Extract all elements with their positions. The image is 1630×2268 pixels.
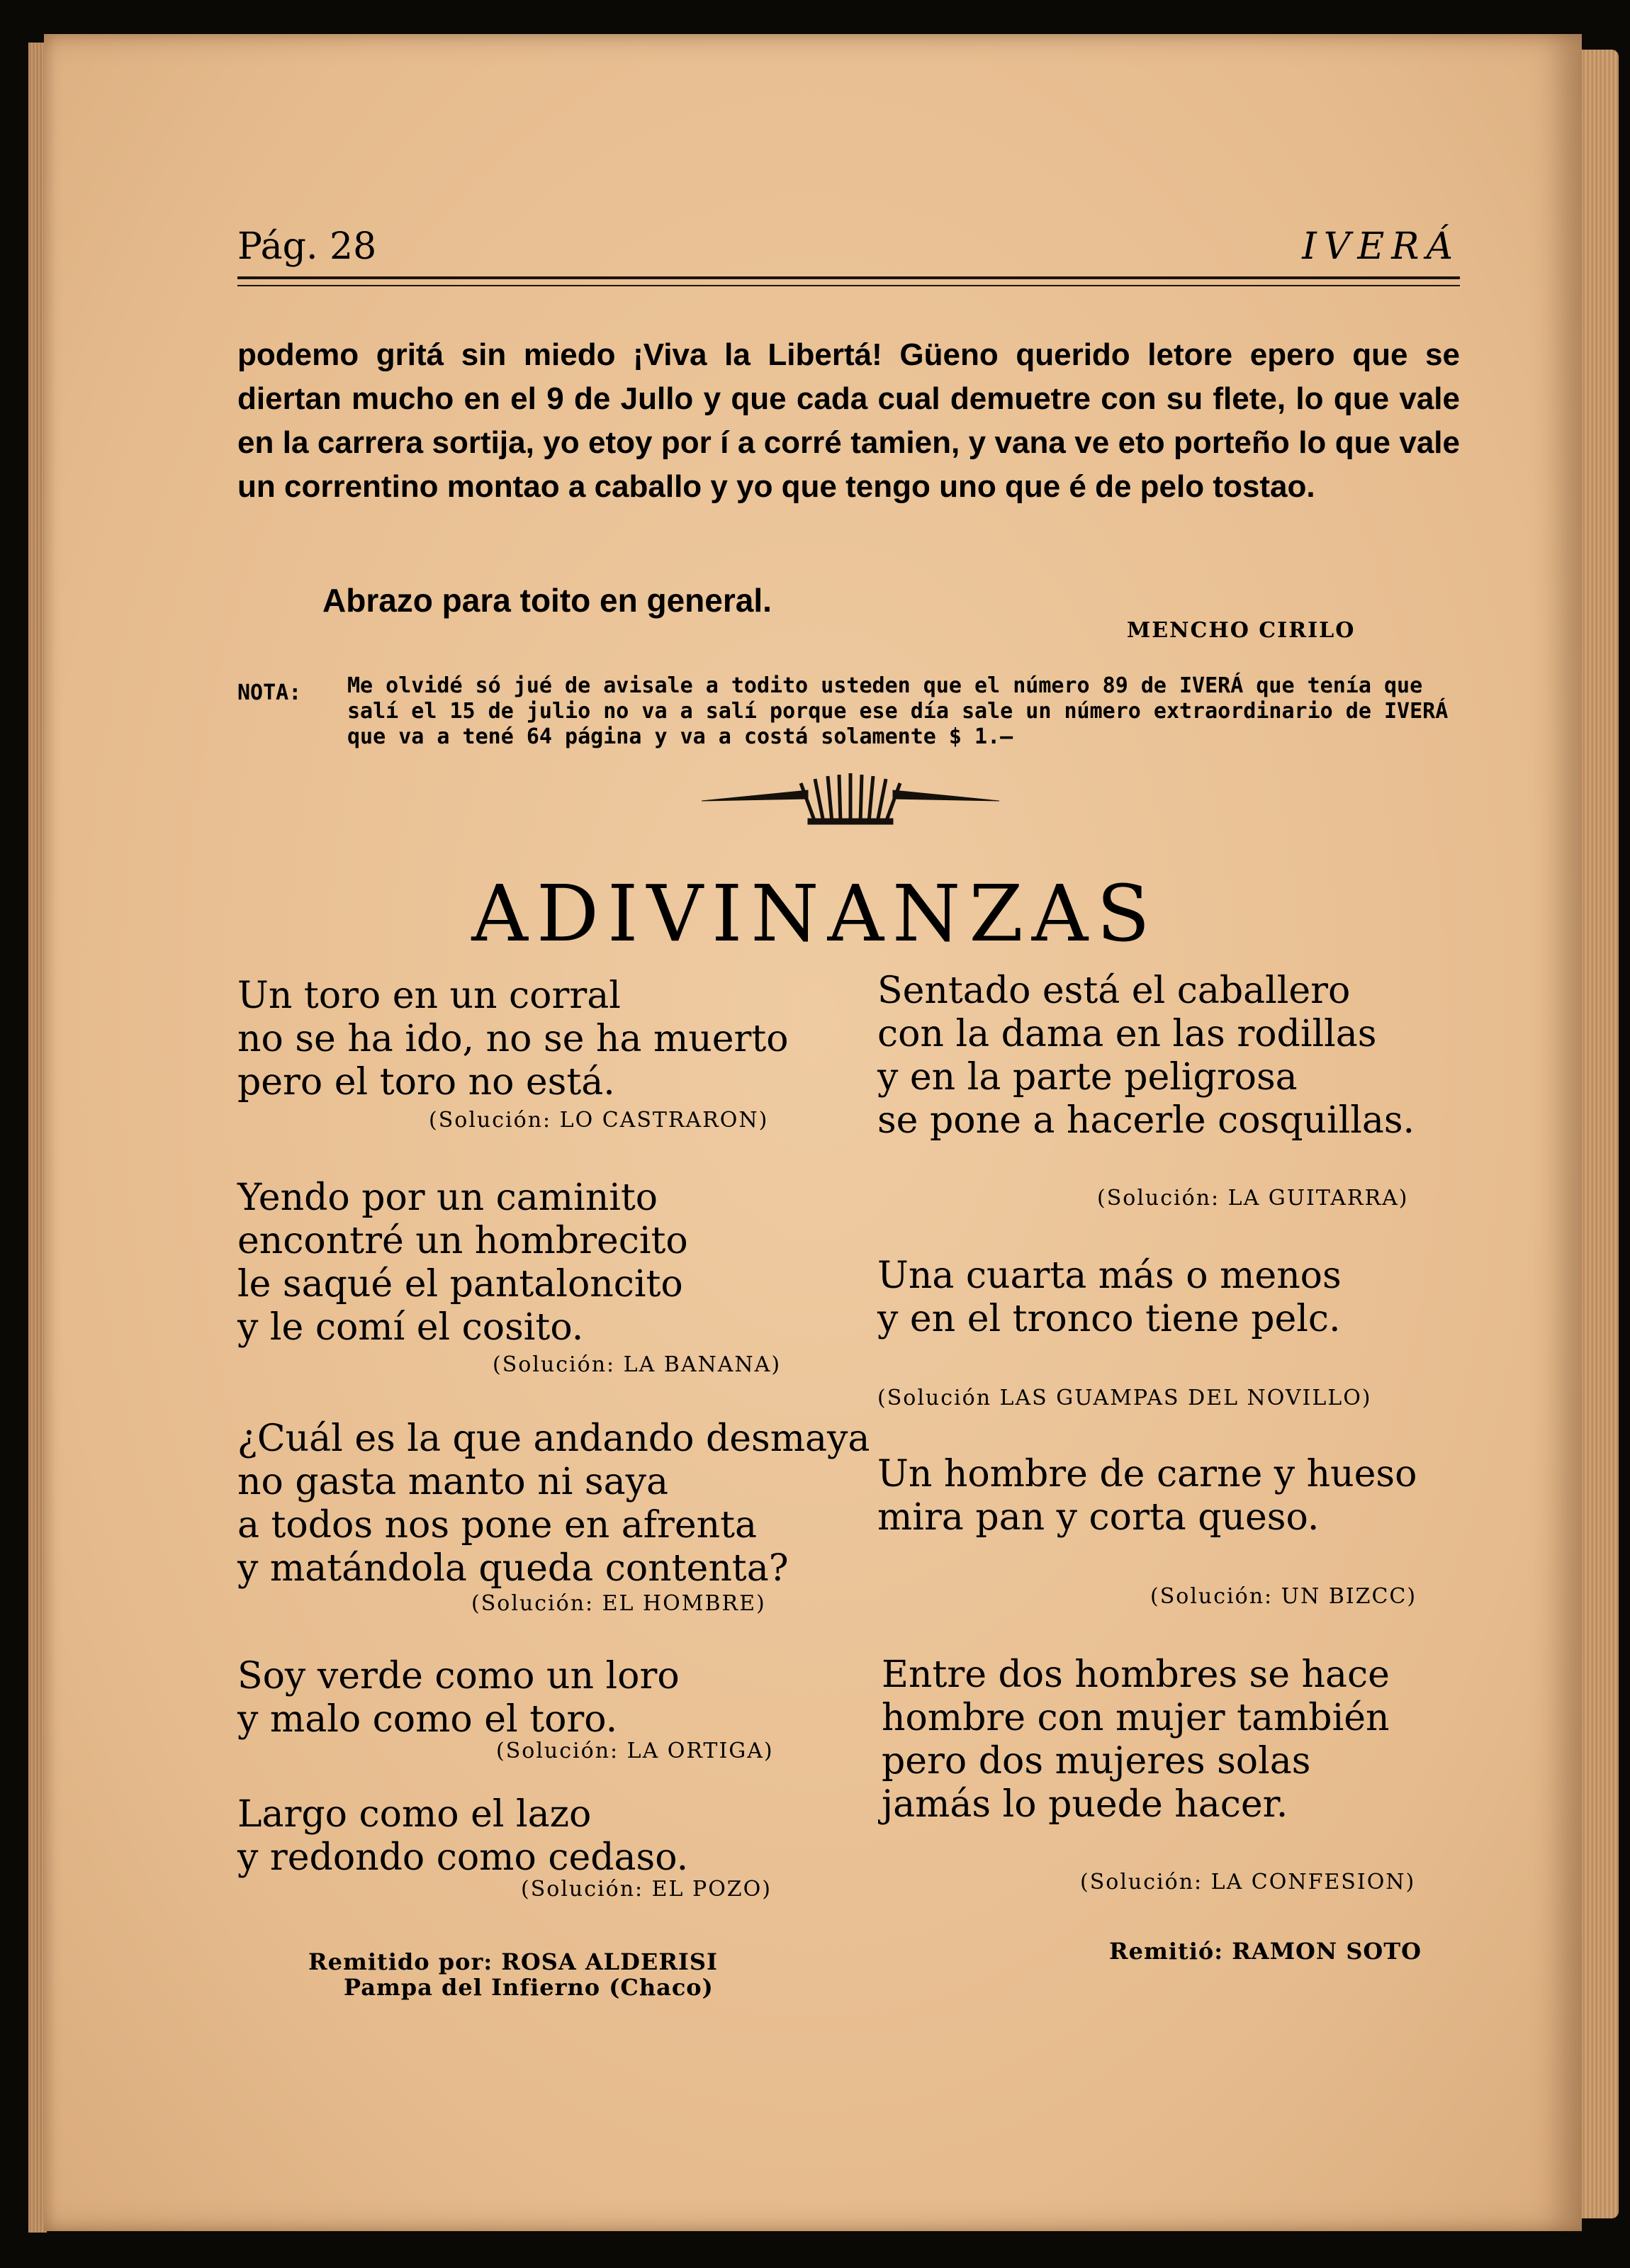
riddle-line: con la dama en las rodillas xyxy=(877,1013,1377,1055)
note-label: NOTA: xyxy=(237,680,302,705)
riddle-left-4 xyxy=(237,1655,774,1763)
riddle-line: jamás lo puede hacer. xyxy=(882,1783,1288,1826)
riddle-line: Soy verde como un loro xyxy=(237,1655,680,1697)
left-remitted xyxy=(308,1949,718,2000)
riddle-line: Largo como el lazo xyxy=(237,1793,592,1836)
riddle-line: Yendo por un caminito xyxy=(237,1177,658,1219)
riddle-right-1 xyxy=(877,970,1415,1211)
riddle-solution: (Solución: LA CONFESION) xyxy=(1080,1870,1416,1894)
riddle-left-2 xyxy=(237,1177,782,1377)
riddle-line: Una cuarta más o menos xyxy=(877,1254,1342,1297)
ornament-divider xyxy=(702,769,999,833)
page-edge-right xyxy=(1582,50,1619,2218)
riddle-line: pero dos mujeres solas xyxy=(882,1740,1311,1783)
riddle-line: Sentado está el caballero xyxy=(877,970,1351,1012)
riddle-solution: (Solución: EL POZO) xyxy=(521,1877,772,1902)
riddle-solution: (Solución LAS GUAMPAS DEL NOVILLO) xyxy=(877,1386,1372,1410)
remitted-label: Remitido por: xyxy=(308,1948,493,1975)
header-rule xyxy=(237,276,1460,279)
riddle-line: no se ha ido, no se ha muerto xyxy=(237,1018,789,1060)
right-remitted xyxy=(1109,1938,1422,1964)
riddle-line: hombre con mujer también xyxy=(882,1697,1390,1739)
letter-signature: MENCHO CIRILO xyxy=(1127,618,1356,643)
riddle-line: se pone a hacerle cosquillas. xyxy=(877,1099,1415,1142)
riddle-line: a todos nos pone en afrenta xyxy=(237,1504,758,1546)
riddle-line: le saqué el pantaloncito xyxy=(237,1263,683,1306)
magazine-title: IVERÁ xyxy=(1302,225,1460,268)
riddle-line: Entre dos hombres se hace xyxy=(882,1654,1390,1696)
page-header xyxy=(191,225,1460,268)
riddle-solution: (Solución: LA BANANA) xyxy=(493,1352,782,1377)
riddle-line: y redondo como cedaso. xyxy=(237,1836,689,1879)
remitted-name: RAMON SOTO xyxy=(1232,1938,1422,1965)
riddle-line: y en la parte peligrosa xyxy=(877,1056,1298,1099)
riddle-solution: (Solución: LA GUITARRA) xyxy=(1097,1186,1409,1211)
riddle-right-3 xyxy=(877,1453,1417,1609)
riddle-line: no gasta manto ni saya xyxy=(237,1461,668,1503)
riddle-solution: (Solución: UN BIZCC) xyxy=(1150,1584,1417,1609)
note-text: Me olvidé só jué de avisale a todito usteden que el número 89 de IVERÁ que tenía que salí el 15 de julio no va a salí porque ese día sale un número extraordinario de IVERÁ que va a tené 64 página y va a costá solamente $ 1.— xyxy=(347,673,1449,749)
riddle-line: Un hombre de carne y hueso xyxy=(877,1453,1417,1495)
riddle-line: Un toro en un corral xyxy=(237,975,621,1017)
riddle-right-4 xyxy=(882,1654,1416,1894)
letter-paragraph: podemo gritá sin miedo ¡Viva la Libertá! Güeno querido letore epero que se diertan mucho en el 9 de Jullo y que cada cual demuetre con su flete, lo que vale en la carrera sortija, yo etoy por í a corré tamien, y vana ve eto porteño lo que vale un correntino montao a caballo y yo que tengo uno que é de pelo tostao. xyxy=(237,337,1460,504)
riddle-left-5 xyxy=(237,1793,772,1902)
remitted-place: Pampa del Infierno (Chaco) xyxy=(344,1974,714,2001)
riddle-line: y le comí el cosito. xyxy=(237,1306,584,1349)
riddle-line: y matándola queda contenta? xyxy=(237,1547,789,1590)
riddle-solution: (Solución: LO CASTRARON) xyxy=(429,1108,769,1133)
section-title: ADIVINANZAS xyxy=(471,868,1159,959)
riddle-line: mira pan y corta queso. xyxy=(877,1496,1320,1539)
riddle-line: pero el toro no está. xyxy=(237,1061,615,1104)
remitted-name: ROSA ALDERISI xyxy=(501,1948,718,1975)
riddle-left-3 xyxy=(237,1418,870,1616)
header-rule-thin xyxy=(237,285,1460,286)
page-number: Pág. 28 xyxy=(237,225,377,268)
riddle-line: encontré un hombrecito xyxy=(237,1220,688,1262)
remitted-label: Remitió: xyxy=(1109,1938,1224,1965)
riddle-line: y en el tronco tiene pelc. xyxy=(877,1298,1341,1340)
riddle-solution: (Solución: EL HOMBRE) xyxy=(471,1591,766,1616)
riddle-right-2 xyxy=(877,1254,1372,1410)
riddle-left-1 xyxy=(237,975,789,1133)
letter-closing: Abrazo para toito en general. xyxy=(322,582,772,619)
riddle-line: ¿Cuál es la que andando desmaya xyxy=(237,1418,870,1460)
riddle-solution: (Solución: LA ORTIGA) xyxy=(496,1739,774,1763)
riddle-line: y malo como el toro. xyxy=(237,1698,618,1741)
